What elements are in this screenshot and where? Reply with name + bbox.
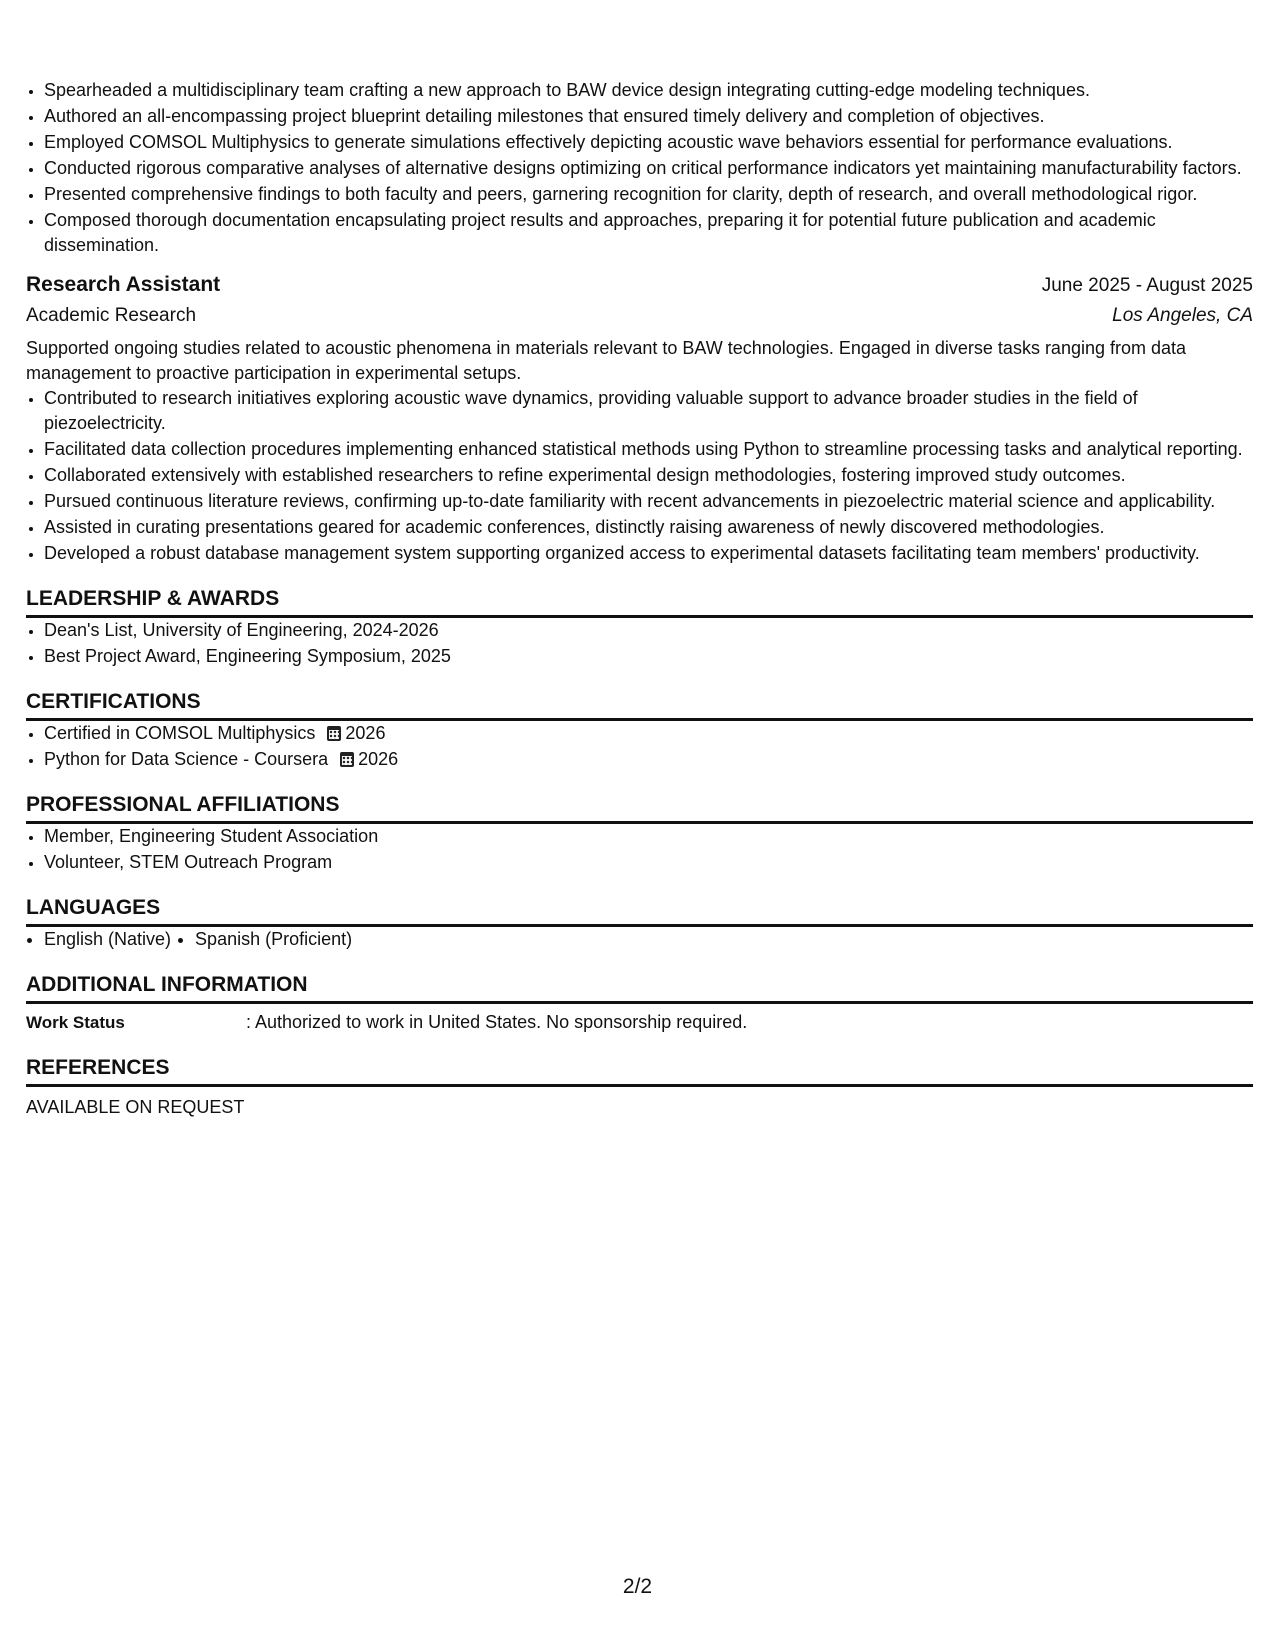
additional-info-heading: ADDITIONAL INFORMATION (26, 972, 1253, 1004)
list-item: • Spearheaded a multidisciplinary team crafting a new approach to BAW device design integrating cutting-edge modeling techniques. (44, 78, 1253, 103)
certification-name: Python for Data Science - Coursera (44, 749, 329, 769)
certification-year: 2026 (345, 723, 386, 743)
job-bullet-list (26, 386, 1253, 566)
list-item (44, 747, 1253, 772)
page-number: 2/2 (622, 1575, 653, 1598)
list-item: • Conducted rigorous comparative analyses of alternative designs optimizing on critical performance indicators yet maintaining manufacturability factors. (44, 156, 1253, 181)
list-item: • Presented comprehensive findings to both faculty and peers, garnering recognition for clarity, depth of research, and overall methodological rigor. (44, 182, 1253, 207)
leadership-list (26, 618, 1253, 669)
affiliations-list (26, 824, 1253, 875)
job-location: Los Angeles, CA (1112, 305, 1253, 326)
references-text: AVAILABLE ON REQUEST (26, 1097, 245, 1117)
work-status-row (26, 1010, 1253, 1035)
list-item: • Dean's List, University of Engineering, 2024-2026 (44, 618, 1253, 643)
certifications-heading: CERTIFICATIONS (26, 689, 1253, 721)
certification-name: Certified in COMSOL Multiphysics (44, 723, 316, 743)
leadership-heading: LEADERSHIP & AWARDS (26, 586, 1253, 618)
calendar-icon (340, 752, 354, 767)
list-item: • Developed a robust database management system supporting organized access to experimental datasets facilitating team members' productivity. (44, 541, 1253, 566)
list-item: • Spanish (Proficient) (195, 927, 352, 952)
job-title: Research Assistant (26, 273, 221, 296)
languages-heading: LANGUAGES (26, 895, 1253, 927)
list-item: • Member, Engineering Student Association (44, 824, 1253, 849)
job-summary: Supported ongoing studies related to acoustic phenomena in materials relevant to BAW technologies. Engaged in diverse tasks ranging from data management to proactive participation in experimental setups. (26, 338, 1187, 383)
list-item: • Best Project Award, Engineering Symposium, 2025 (44, 644, 1253, 669)
affiliations-heading: PROFESSIONAL AFFILIATIONS (26, 792, 1253, 824)
work-status-value: : Authorized to work in United States. No sponsorship required. (246, 1012, 748, 1032)
languages-list (26, 927, 1253, 952)
job-entry (26, 259, 1253, 566)
list-item: • Collaborated extensively with established researchers to refine experimental design methodologies, fostering improved study outcomes. (44, 463, 1253, 488)
list-item: • Pursued continuous literature reviews, confirming up-to-date familiarity with recent advancements in piezoelectric material science and applicability. (44, 489, 1253, 514)
references-heading: REFERENCES (26, 1055, 1253, 1087)
certifications-list (26, 721, 1253, 772)
certification-year: 2026 (358, 749, 399, 769)
job-header (26, 259, 1253, 300)
list-item: • Contributed to research initiatives exploring acoustic wave dynamics, providing valuable support to advance broader studies in the field of piezoelectricity. (44, 386, 1253, 436)
calendar-icon (327, 726, 341, 741)
list-item: • Volunteer, STEM Outreach Program (44, 850, 1253, 875)
job-subheader (26, 302, 1253, 330)
list-item: • Assisted in curating presentations geared for academic conferences, distinctly raising awareness of newly discovered methodologies. (44, 515, 1253, 540)
list-item: • English (Native) (44, 927, 171, 952)
job-organization: Academic Research (26, 305, 197, 326)
list-item: • Facilitated data collection procedures implementing enhanced statistical methods using Python to streamline processing tasks and analytical reporting. (44, 437, 1253, 462)
job-dates: June 2025 - August 2025 (1041, 275, 1253, 296)
list-item: • Employed COMSOL Multiphysics to generate simulations effectively depicting acoustic wave behaviors essential for performance evaluations. (44, 130, 1253, 155)
list-item: • Composed thorough documentation encapsulating project results and approaches, preparing it for potential future publication and academic dissemination. (44, 208, 1253, 258)
list-item (44, 721, 1253, 746)
project-bullet-list (26, 78, 1253, 258)
list-item: • Authored an all-encompassing project blueprint detailing milestones that ensured timely delivery and completion of objectives. (44, 104, 1253, 129)
work-status-label: Work Status (26, 1013, 125, 1032)
